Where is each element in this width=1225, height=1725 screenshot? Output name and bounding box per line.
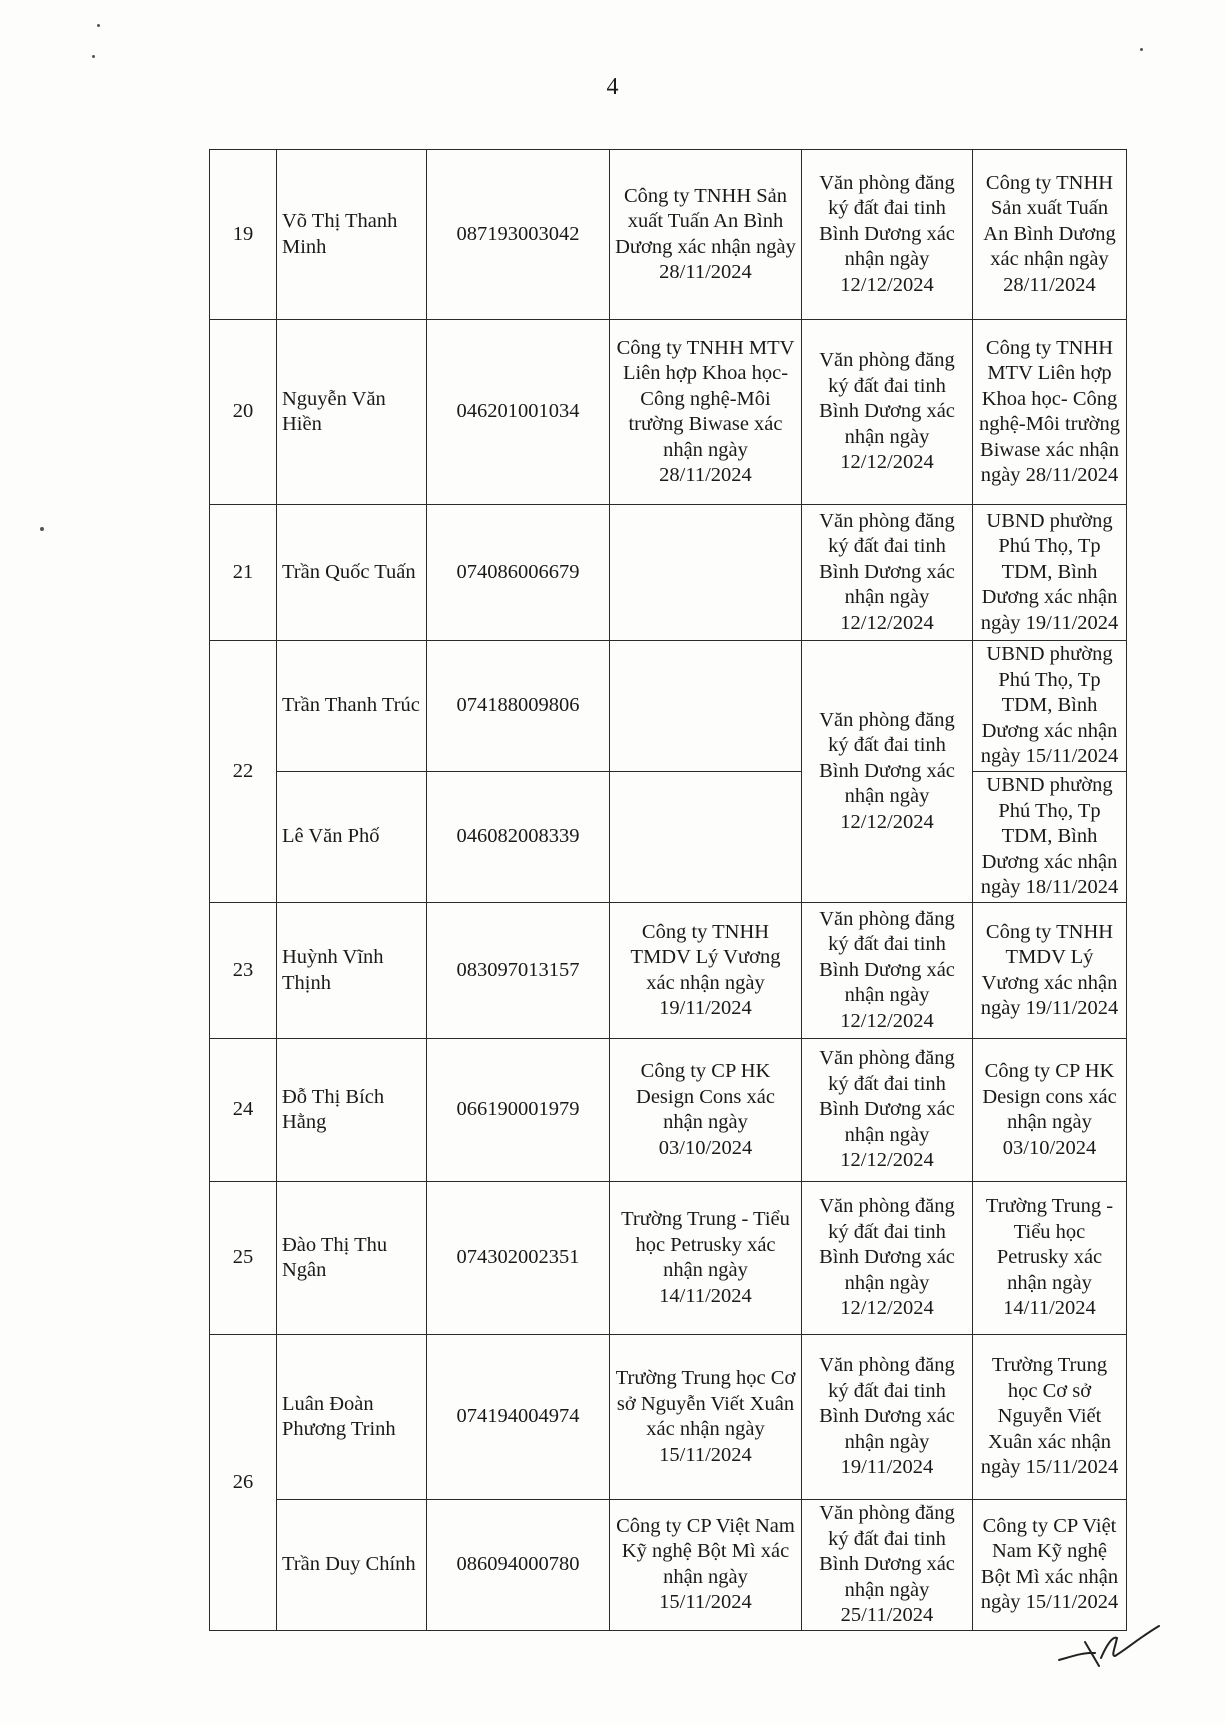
other-confirmation: Công ty TNHH TMDV Lý Vương xác nhận ngày 19/11/2024: [973, 903, 1127, 1039]
land-office-confirmation: Văn phòng đăng ký đất đai tinh Bình Dương xác nhận ngày 12/12/2024: [802, 903, 973, 1039]
employer-confirmation: Trường Trung học Cơ sở Nguyễn Viết Xuân xác nhận ngày 15/11/2024: [610, 1335, 802, 1500]
scan-speck: [92, 55, 95, 58]
table-row: [210, 641, 1127, 772]
employer-confirmation: Công ty CP HK Design Cons xác nhận ngày 03/10/2024: [610, 1039, 802, 1182]
id-number: 074194004974: [427, 1335, 610, 1500]
land-office-confirmation: Văn phòng đăng ký đất đai tinh Bình Dương xác nhận ngày 25/11/2024: [802, 1500, 973, 1631]
table-row: [210, 1182, 1127, 1335]
scan-speck: [40, 527, 44, 531]
other-confirmation: UBND phường Phú Thọ, Tp TDM, Bình Dương xác nhận ngày 19/11/2024: [973, 505, 1127, 641]
land-office-confirmation: Văn phòng đăng ký đất đai tinh Bình Dương xác nhận ngày 12/12/2024: [802, 1039, 973, 1182]
row-number: 26: [210, 1335, 277, 1631]
row-number: 23: [210, 903, 277, 1039]
employer-confirmation: Công ty CP Việt Nam Kỹ nghệ Bột Mì xác nhận ngày 15/11/2024: [610, 1500, 802, 1631]
land-office-confirmation: Văn phòng đăng ký đất đai tinh Bình Dương xác nhận ngày 12/12/2024: [802, 641, 973, 903]
land-office-confirmation: Văn phòng đăng ký đất đai tinh Bình Dương xác nhận ngày 12/12/2024: [802, 1182, 973, 1335]
table-row: [210, 150, 1127, 320]
scan-speck: [1140, 48, 1143, 51]
person-name: Nguyễn Văn Hiền: [277, 320, 427, 505]
person-name: Đào Thị Thu Ngân: [277, 1182, 427, 1335]
table-row: [210, 505, 1127, 641]
employer-confirmation: Trường Trung - Tiểu học Petrusky xác nhận ngày 14/11/2024: [610, 1182, 802, 1335]
employer-confirmation: [610, 772, 802, 903]
employer-confirmation: Công ty TNHH Sản xuất Tuấn An Bình Dương xác nhận ngày 28/11/2024: [610, 150, 802, 320]
table-row: [210, 772, 1127, 903]
row-number: 20: [210, 320, 277, 505]
id-number: 046201001034: [427, 320, 610, 505]
confirmation-table: [209, 149, 1127, 1631]
id-number: 083097013157: [427, 903, 610, 1039]
row-number: 19: [210, 150, 277, 320]
row-number: 24: [210, 1039, 277, 1182]
id-number: 074086006679: [427, 505, 610, 641]
person-name: Trần Quốc Tuấn: [277, 505, 427, 641]
id-number: 086094000780: [427, 1500, 610, 1631]
table-row: [210, 903, 1127, 1039]
table-row: [210, 320, 1127, 505]
employer-confirmation: [610, 505, 802, 641]
person-name: Trần Duy Chính: [277, 1500, 427, 1631]
other-confirmation: Công ty TNHH MTV Liên hợp Khoa học- Công nghệ-Môi trường Biwase xác nhận ngày 28/11/2024: [973, 320, 1127, 505]
scan-speck: [97, 24, 100, 27]
other-confirmation: Trường Trung - Tiểu học Petrusky xác nhận ngày 14/11/2024: [973, 1182, 1127, 1335]
other-confirmation: Công ty CP HK Design cons xác nhận ngày 03/10/2024: [973, 1039, 1127, 1182]
person-name: Đỗ Thị Bích Hằng: [277, 1039, 427, 1182]
other-confirmation: UBND phường Phú Thọ, Tp TDM, Bình Dương xác nhận ngày 18/11/2024: [973, 772, 1127, 903]
id-number: 046082008339: [427, 772, 610, 903]
land-office-confirmation: Văn phòng đăng ký đất đai tinh Bình Dương xác nhận ngày 12/12/2024: [802, 150, 973, 320]
table-row: [210, 1039, 1127, 1182]
other-confirmation: Công ty CP Việt Nam Kỹ nghệ Bột Mì xác nhận ngày 15/11/2024: [973, 1500, 1127, 1631]
employer-confirmation: [610, 641, 802, 772]
row-number: 25: [210, 1182, 277, 1335]
id-number: 066190001979: [427, 1039, 610, 1182]
person-name: Luân Đoàn Phương Trinh: [277, 1335, 427, 1500]
id-number: 074302002351: [427, 1182, 610, 1335]
person-name: Lê Văn Phố: [277, 772, 427, 903]
employer-confirmation: Công ty TNHH MTV Liên hợp Khoa học- Công nghệ-Môi trường Biwase xác nhận ngày 28/11/2024: [610, 320, 802, 505]
table-row: [210, 1335, 1127, 1500]
id-number: 087193003042: [427, 150, 610, 320]
land-office-confirmation: Văn phòng đăng ký đất đai tinh Bình Dương xác nhận ngày 12/12/2024: [802, 320, 973, 505]
other-confirmation: UBND phường Phú Thọ, Tp TDM, Bình Dương xác nhận ngày 15/11/2024: [973, 641, 1127, 772]
other-confirmation: Công ty TNHH Sản xuất Tuấn An Bình Dương xác nhận ngày 28/11/2024: [973, 150, 1127, 320]
employer-confirmation: Công ty TNHH TMDV Lý Vương xác nhận ngày 19/11/2024: [610, 903, 802, 1039]
land-office-confirmation: Văn phòng đăng ký đất đai tinh Bình Dương xác nhận ngày 19/11/2024: [802, 1335, 973, 1500]
other-confirmation: Trường Trung học Cơ sở Nguyễn Viết Xuân xác nhận ngày 15/11/2024: [973, 1335, 1127, 1500]
id-number: 074188009806: [427, 641, 610, 772]
person-name: Võ Thị Thanh Minh: [277, 150, 427, 320]
table-row: [210, 1500, 1127, 1631]
land-office-confirmation: Văn phòng đăng ký đất đai tinh Bình Dương xác nhận ngày 12/12/2024: [802, 505, 973, 641]
row-number: 21: [210, 505, 277, 641]
person-name: Huỳnh Vĩnh Thịnh: [277, 903, 427, 1039]
handwritten-signature: [1055, 1622, 1165, 1670]
person-name: Trần Thanh Trúc: [277, 641, 427, 772]
page-number: 4: [606, 74, 619, 100]
row-number: 22: [210, 641, 277, 903]
